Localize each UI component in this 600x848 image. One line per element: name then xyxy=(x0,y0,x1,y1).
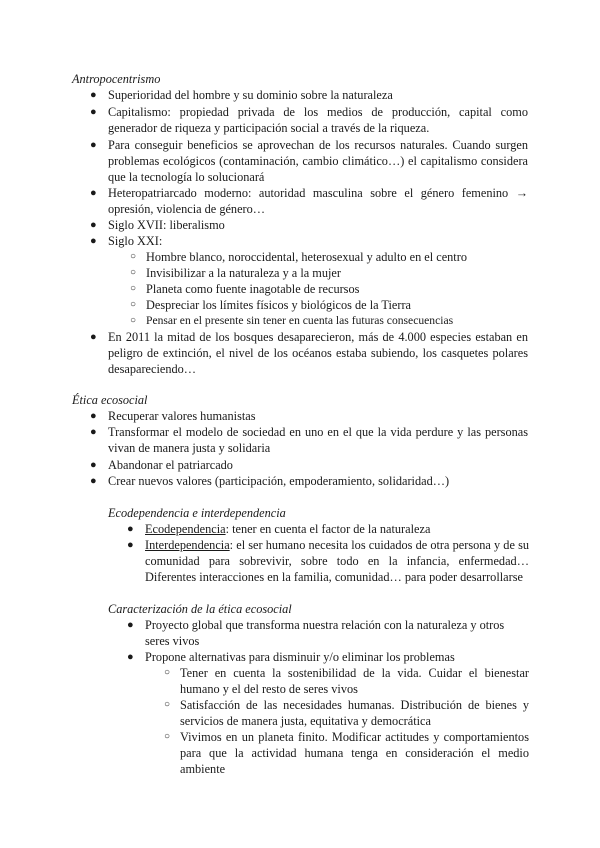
sublist-item: ○ Despreciar los límites físicos y biológicos de la Tierra xyxy=(130,298,412,312)
list-item: ● Crear nuevos valores (participación, empoderamiento, solidaridad…) xyxy=(90,474,450,488)
bullet-icon: ● xyxy=(127,651,134,663)
sublist-item: ○ Vivimos en un planeta finito. Modificar actitudes y comportamientos para que la actividad humana tenga en consideración el medio ambiente xyxy=(164,730,529,776)
circle-bullet-icon: ○ xyxy=(130,267,137,278)
section-heading-caracterizacion: Caracterización de la ética ecosocial xyxy=(108,602,292,616)
sublist-item: ○ Hombre blanco, noroccidental, heterosexual y adulto en el centro xyxy=(130,250,467,264)
list-item: ● Interdependencia: el ser humano necesita los cuidados de otra persona y de su comunidad para sobrevivir, sobre todo en la infancia, enfermedad… Diferentes interacciones en la familia, comunidad… para poder desarrollarse xyxy=(127,538,529,584)
bullet-icon: ● xyxy=(90,475,97,487)
list-item: ● Transformar el modelo de sociedad en uno en el que la vida perdure y las personas vivan de manera justa y solidaria xyxy=(90,425,528,455)
sublist-item: ○ Tener en cuenta la sostenibilidad de la vida. Cuidar el bienestar humano y el del resto de seres vivos xyxy=(164,666,529,696)
bullet-icon: ● xyxy=(90,219,97,231)
bullet-icon: ● xyxy=(90,139,97,151)
sublist-item: ○ Pensar en el presente sin tener en cuenta las futuras consecuencias xyxy=(130,314,454,327)
circle-bullet-icon: ○ xyxy=(130,315,137,326)
list-item: ● Propone alternativas para disminuir y/o eliminar los problemas xyxy=(127,650,455,664)
circle-bullet-icon: ○ xyxy=(130,283,137,294)
circle-bullet-icon: ○ xyxy=(130,251,137,262)
circle-bullet-icon: ○ xyxy=(164,699,171,710)
sublist-item: ○ Planeta como fuente inagotable de recursos xyxy=(130,282,360,296)
bullet-icon: ● xyxy=(90,331,97,343)
list-item: ● Ecodependencia: tener en cuenta el factor de la naturaleza xyxy=(127,522,431,536)
list-item: ● En 2011 la mitad de los bosques desaparecieron, más de 4.000 especies estaban en peligro de extinción, el nivel de los océanos estaba subiendo, los casquetes polares desapareciendo… xyxy=(90,330,528,376)
bullet-icon: ● xyxy=(90,426,97,438)
list-item: ● Siglo XXI: xyxy=(90,234,163,248)
list-item: ● Recuperar valores humanistas xyxy=(90,409,256,423)
bullet-icon: ● xyxy=(90,235,97,247)
bullet-icon: ● xyxy=(90,187,97,199)
term-ecodependencia: Ecodependencia xyxy=(145,522,226,536)
section-heading-etica-ecosocial: Ética ecosocial xyxy=(72,393,148,407)
circle-bullet-icon: ○ xyxy=(130,299,137,310)
bullet-icon: ● xyxy=(90,89,97,101)
bullet-icon: ● xyxy=(127,523,134,535)
bullet-icon: ● xyxy=(90,106,97,118)
list-item: ● Superioridad del hombre y su dominio sobre la naturaleza xyxy=(90,88,393,102)
list-item: ● Capitalismo: propiedad privada de los medios de producción, capital como generador de riqueza y participación social a través de la riqueza. xyxy=(90,105,528,135)
sublist-item: ○ Satisfacción de las necesidades humanas. Distribución de bienes y servicios de manera justa, equitativa y democrática xyxy=(164,698,529,728)
circle-bullet-icon: ○ xyxy=(164,667,171,678)
list-item: ● Heteropatriarcado moderno: autoridad masculina sobre el género femenino → opresión, violencia de género… xyxy=(90,186,528,216)
term-interdependencia: Interdependencia xyxy=(145,538,230,552)
bullet-icon: ● xyxy=(90,459,97,471)
section-heading-ecodependencia: Ecodependencia e interdependencia xyxy=(108,506,286,520)
bullet-icon: ● xyxy=(127,539,134,551)
list-item: ● Para conseguir beneficios se aprovechan de los recursos naturales. Cuando surgen problemas ecológicos (contaminación, cambio climático…) el capitalismo considera que la tecnología lo solucionará xyxy=(90,138,528,184)
list-item: ● Siglo XVII: liberalismo xyxy=(90,218,225,232)
sublist-item: ○ Invisibilizar a la naturaleza y a la mujer xyxy=(130,266,341,280)
list-item: ● Proyecto global que transforma nuestra relación con la naturaleza y otros seres vivos xyxy=(127,618,505,648)
bullet-icon: ● xyxy=(90,410,97,422)
bullet-icon: ● xyxy=(127,619,134,631)
circle-bullet-icon: ○ xyxy=(164,731,171,742)
list-item: ● Abandonar el patriarcado xyxy=(90,458,233,472)
section-heading-antropocentrismo: Antropocentrismo xyxy=(72,72,161,86)
